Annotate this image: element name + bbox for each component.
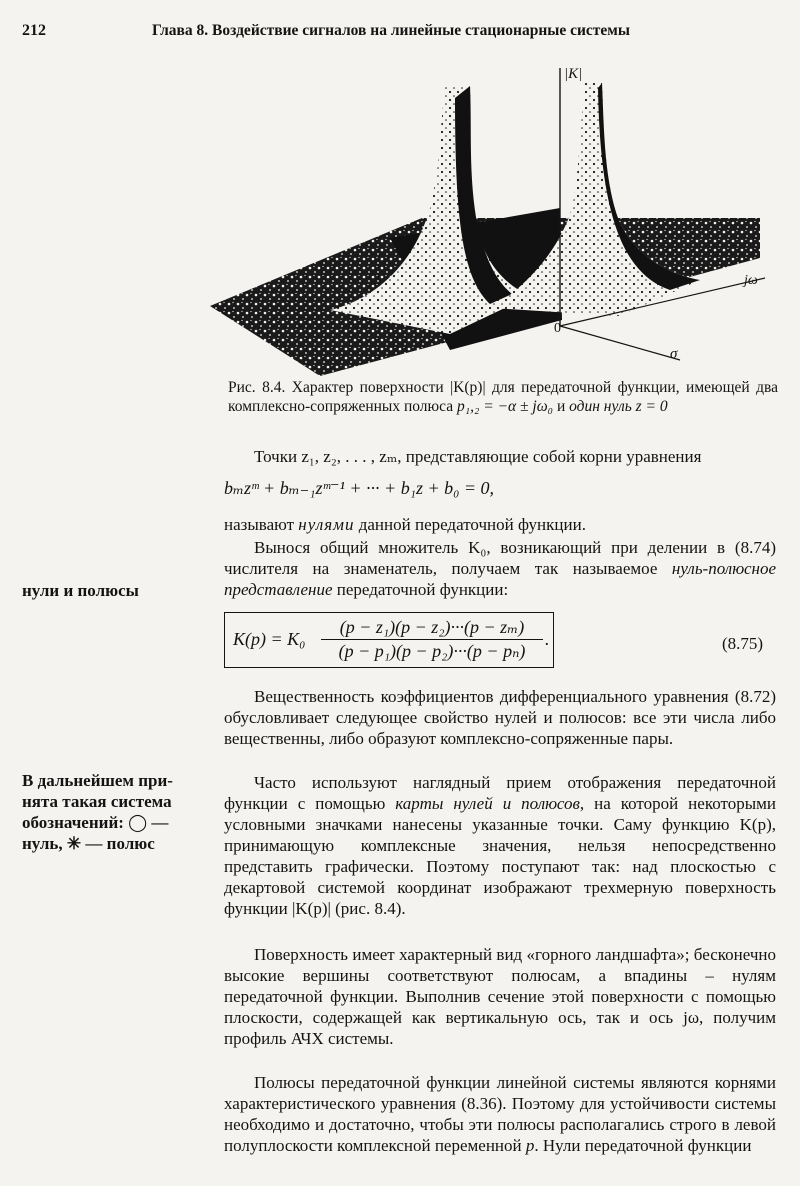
equation-denominator: (p − p₁)(p − p₂)···(p − pₙ) — [338, 641, 526, 661]
margin-note-zeros-poles: нули и полюсы — [22, 581, 139, 600]
para2-pre: Вынося общий множитель K₀, возникающий при делении в (8.74) числителя на знаменатель, получаем так называемое — [224, 538, 776, 578]
polynomial-equation: bₘzᵐ + bₘ₋₁zᵐ⁻¹ + ··· + b₁z + b₀ = 0, — [224, 478, 495, 498]
paragraph-2 — [224, 537, 776, 600]
para3-text: Вещественность коэффициентов дифференциального уравнения (8.72) обусловливает следующее свойство нулей и полюсов: все эти числа либо вещественны, либо образуют комплексно-сопряженные пары. — [224, 687, 776, 748]
equation-period: . — [545, 629, 550, 649]
para6-pre: Полюсы передаточной функции линейной системы являются корнями характеристического уравнения (8.36). Поэтому для устойчивости системы необходимо и достаточно, чтобы эти полюсы располагались строго в левой полуплоскости комплексной переменной — [224, 1073, 776, 1155]
caption-formula: p₁,₂ = −α ± jω₀ — [456, 398, 554, 415]
axis-jw-label: jω — [744, 273, 758, 288]
para1-a-text: Точки z₁, z₂, . . . , zₘ, представляющие собой корни уравнения — [254, 447, 702, 466]
para6-var: p — [525, 1136, 535, 1155]
paragraph-5 — [224, 944, 776, 1049]
paragraph-3 — [224, 686, 776, 749]
caption-text: Характер поверхности |K(p)| для передаточной функции, имеющей два комплексно-сопряженных полюса — [228, 379, 778, 415]
para2-term: нуль-полюсное представление — [224, 559, 776, 599]
axis-sigma-label: σ — [670, 346, 678, 362]
para1-b-pre: называют — [224, 515, 295, 534]
paragraph-4 — [224, 772, 776, 919]
notation-line-4: нуль, ✳ — полюс — [22, 834, 155, 853]
para4-post: , на которой некоторыми условными значками нанесены указанные точки. Саму функцию K(p), принимающую комплексные значения, нельзя непосредственно представить графически. Поэтому поступают так: над плоскостью с декартовой системой координат изображают трехмерную поверхность функции |K(p)| (рис. 8.4). — [224, 794, 776, 918]
para1-b-post: данной передаточной функции. — [358, 515, 586, 534]
para2-post: передаточной функции: — [336, 580, 509, 599]
caption-and: и — [556, 398, 566, 415]
page-header — [22, 22, 770, 44]
paragraph-1a — [224, 446, 776, 467]
figure-caption — [228, 378, 778, 416]
paragraph-1b — [224, 514, 776, 535]
caption-prefix: Рис. 8.4. — [228, 379, 286, 396]
notation-line-2: нята такая система — [22, 792, 172, 811]
equation-fraction — [321, 617, 543, 662]
surface-figure — [200, 58, 780, 380]
para4-pre: Часто используют наглядный прием отображения передаточной функции с помощью — [224, 773, 776, 813]
equation-numerator: (p − z₁)(p − z₂)···(p − zₘ) — [321, 617, 543, 640]
origin-label: 0 — [554, 321, 561, 336]
caption-tail: один нуль z = 0 — [569, 398, 668, 415]
notation-line-1: В дальнейшем при- — [22, 771, 173, 790]
para4-term: карты нулей и полюсов — [395, 794, 580, 813]
para5-text: Поверхность имеет характерный вид «горного ландшафта»; бесконечно высокие вершины соответствуют полюсам, а впадины – нулям передаточной функции. Выполнив сечение этой поверхности с помощью плоскости, содержащей как вертикальную ось, так и ось jω, получим профиль АЧХ системы. — [224, 945, 776, 1048]
zero-pole-equation — [224, 612, 554, 668]
notation-line-3: обозначений: ◯ — — [22, 813, 169, 832]
running-head: Глава 8. Воздействие сигналов на линейные стационарные системы — [152, 22, 630, 39]
paragraph-6 — [224, 1072, 776, 1156]
axis-k-label: |K| — [564, 66, 583, 82]
margin-note-notation — [22, 770, 173, 854]
page-number: 212 — [22, 22, 46, 39]
para1-b-term: нулями — [298, 515, 355, 534]
equation-lhs: K(p) = K₀ — [233, 629, 306, 649]
equation-number: (8.75) — [722, 634, 764, 653]
sigma-axis — [560, 326, 680, 360]
para6-post: . Нули передаточной функции — [534, 1136, 752, 1155]
